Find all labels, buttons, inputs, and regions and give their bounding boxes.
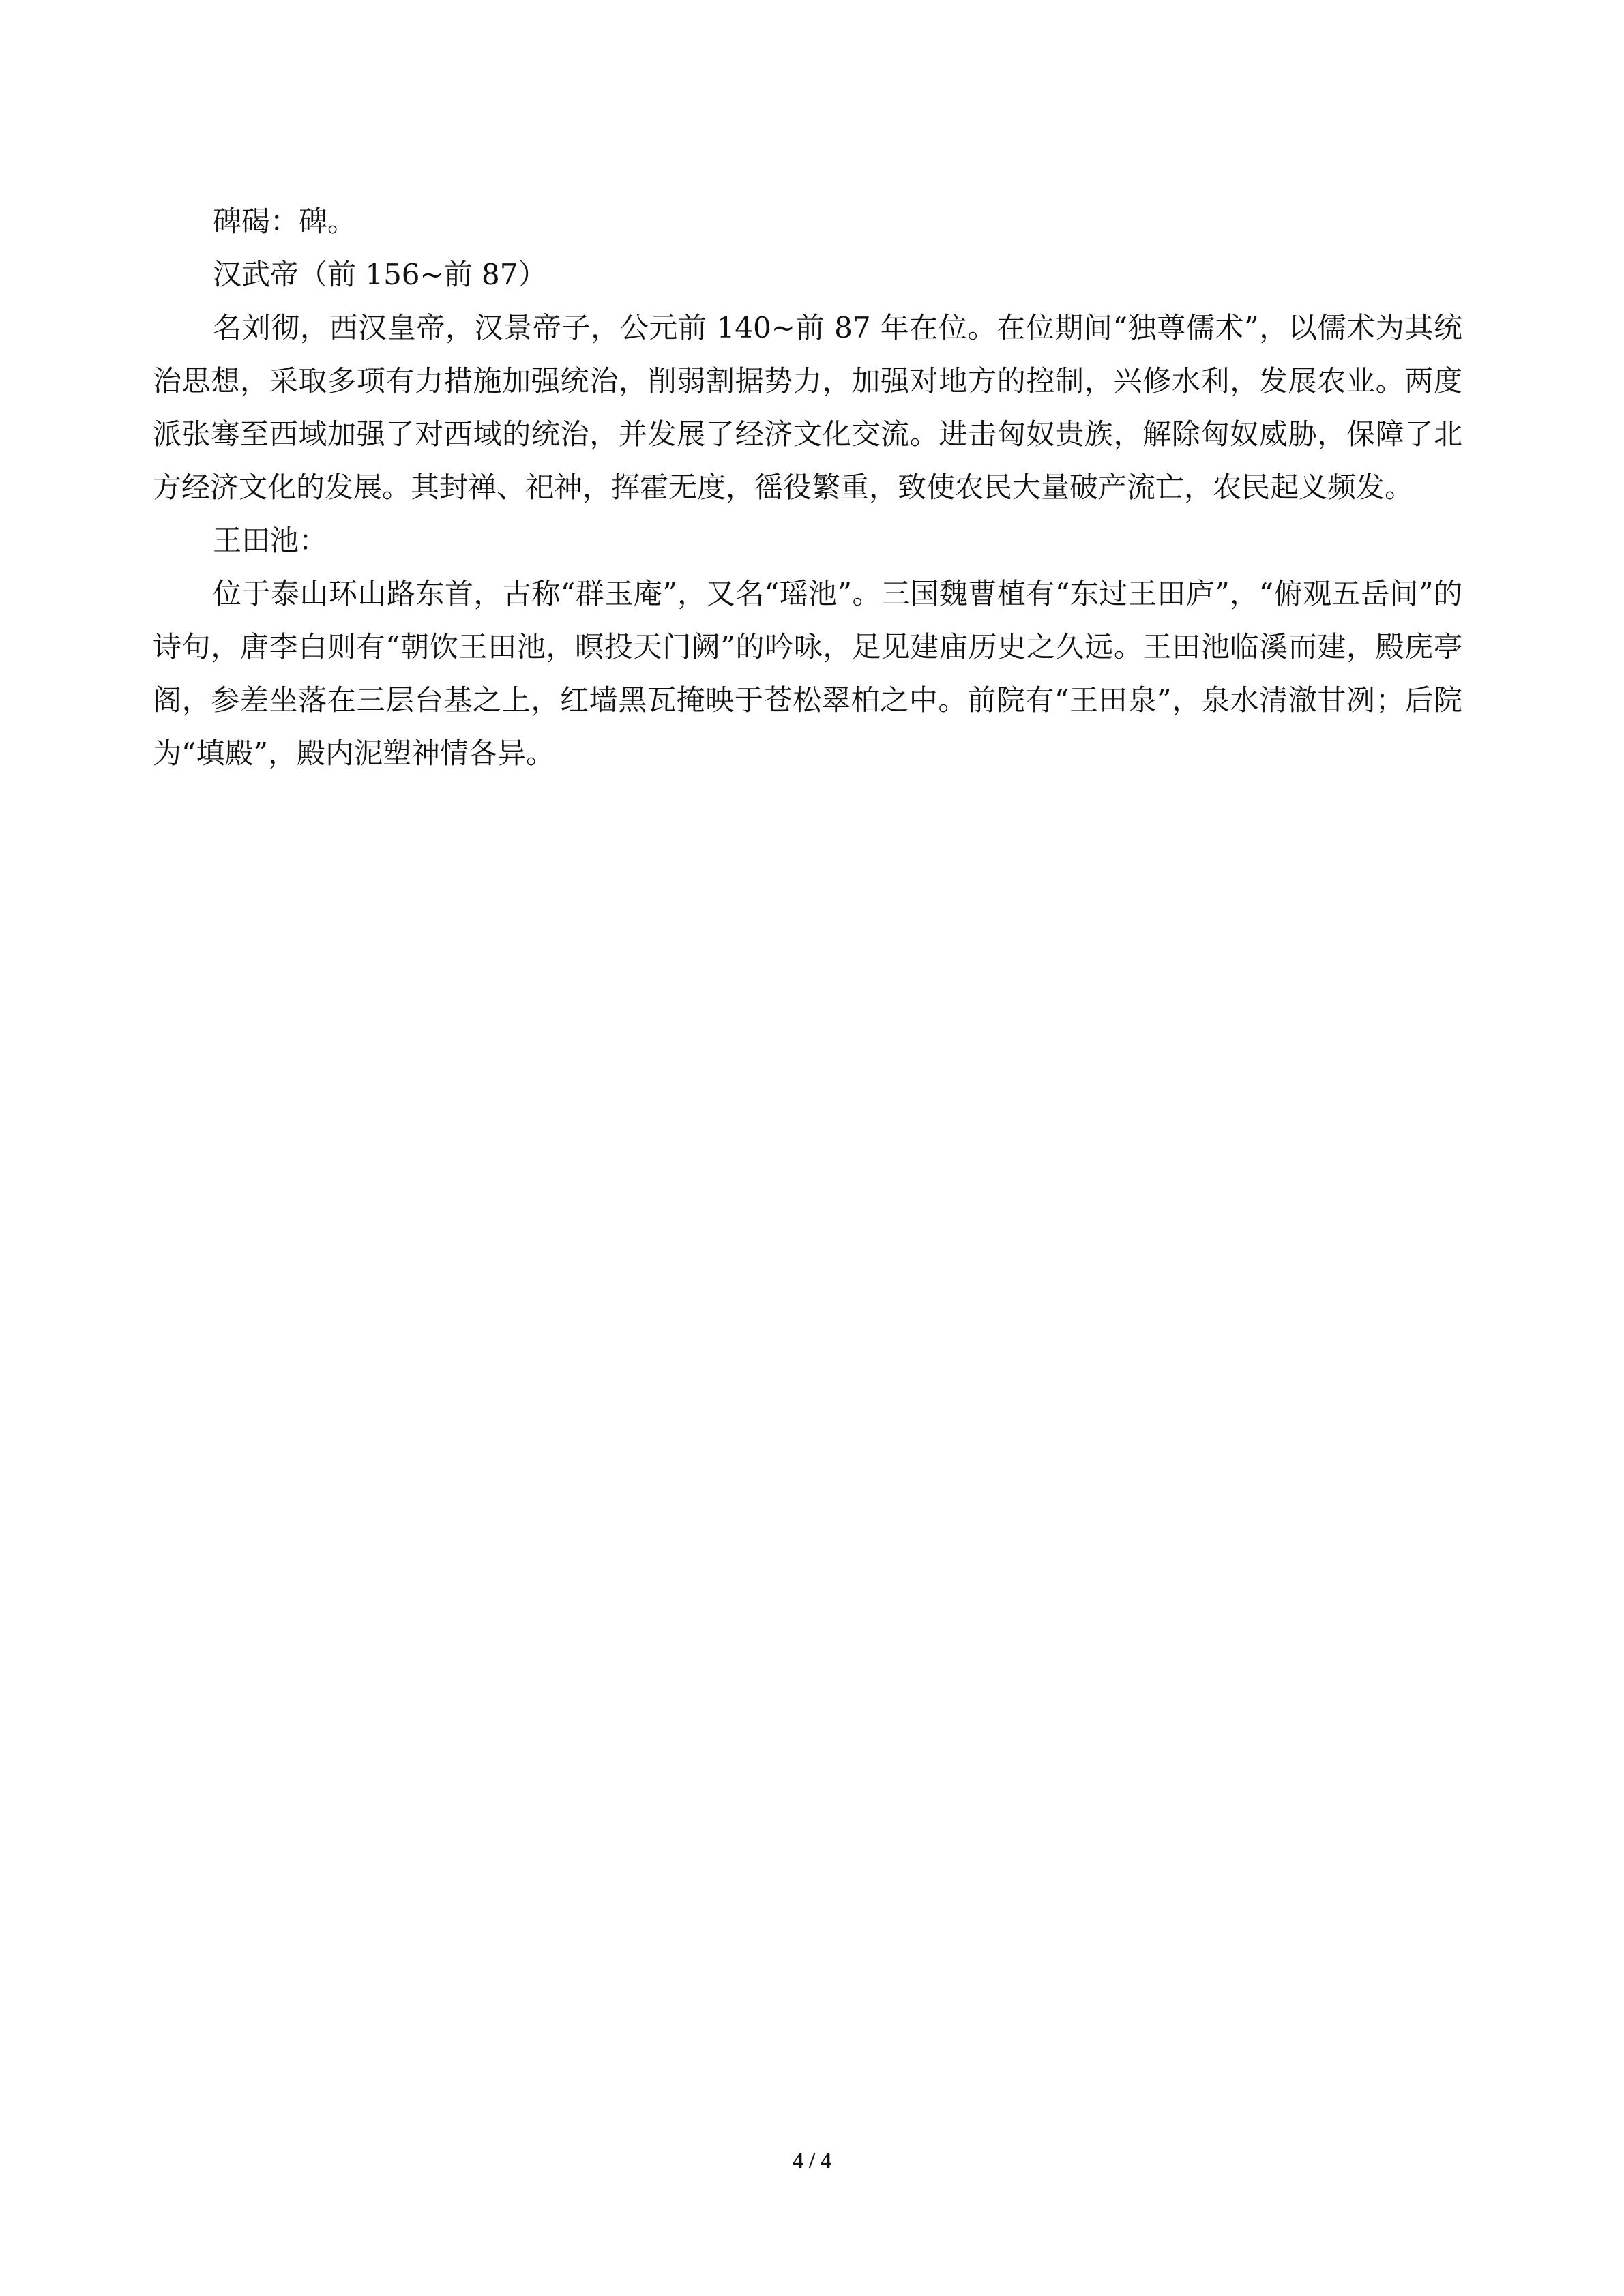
term-heading-beijie: 碑碣：碑。 bbox=[213, 205, 357, 238]
paragraph-han-wudi: 名刘彻，西汉皇帝，汉景帝子，公元前 140~前 87 年在位。在位期间“独尊儒术”，以儒术为其统治思想，采取多项有力措施加强统治，削弱割据势力，加强对地方的控制，兴修水利，发展农业。两度派张骞至西域加强了对西域的统治，并发展了经济文化交流。进击匈奴贵族，解除匈奴威胁，保障了北方经济文化的发展。其封禅、祀神，挥霍无度，徭役繁重，致使农民大量破产流亡，农民起义频发。 bbox=[153, 311, 1462, 504]
paragraph-wangtianchi: 位于泰山环山路东首，古称“群玉庵”，又名“瑶池”。三国魏曹植有“东过王田庐”，“俯观五岳间”的诗句，唐李白则有“朝饮王田池，暝投天门阙”的吟咏，足见建庙历史之久远。王田池临溪而建，殿庑亭阁，参差坐落在三层台基之上，红墙黑瓦掩映于苍松翠柏之中。前院有“王田泉”，泉水清澈甘冽；后院为“填殿”，殿内泥塑神情各异。 bbox=[153, 577, 1462, 770]
term-heading-wangtianchi: 王田池： bbox=[213, 524, 328, 557]
page-number: 4 / 4 bbox=[793, 2148, 831, 2173]
document-body bbox=[153, 195, 1462, 780]
term-heading-han-wudi: 汉武帝（前 156~前 87） bbox=[213, 258, 547, 291]
